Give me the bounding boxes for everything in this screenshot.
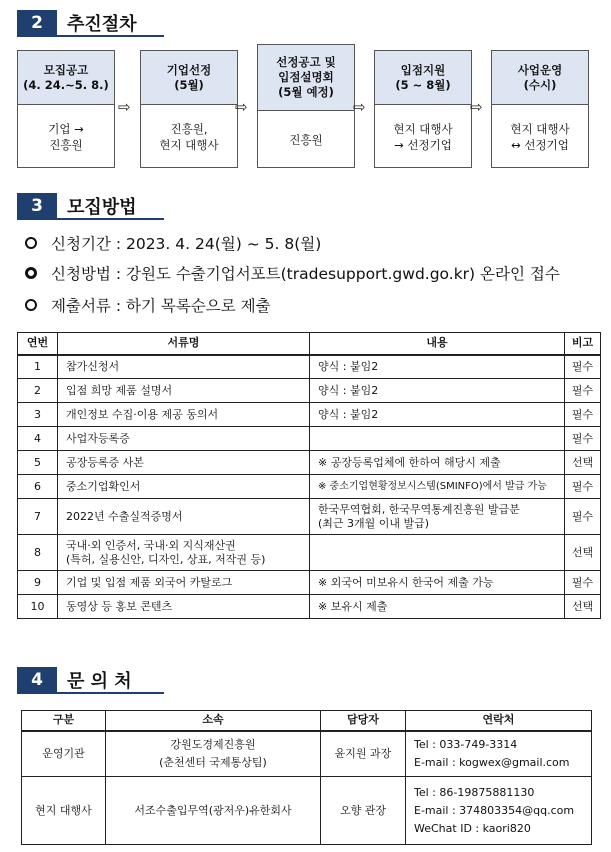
table-row (18, 427, 601, 451)
section-number: 3 (17, 193, 57, 219)
contact-table (21, 710, 592, 845)
process-step (140, 50, 238, 168)
process-step (374, 50, 472, 168)
section-header-2 (17, 10, 137, 36)
step-body-line: 진흥원, (170, 121, 208, 136)
cell-contact (406, 731, 592, 777)
cell-content: 양식 : 붙임2 (310, 403, 565, 427)
cell-content: ※ 공장등록업체에 한하여 해당시 제출 (310, 451, 565, 475)
step-body-line: 현지 대행사 (510, 121, 570, 136)
section-underline (17, 218, 164, 220)
section-header-4 (17, 667, 132, 693)
step-title-line: 입점지원 (400, 62, 446, 77)
arrow-right-icon: ⇨ (235, 98, 248, 116)
contact-line: Tel : 033-749-3314 (414, 737, 518, 751)
cell-name (58, 535, 310, 571)
cell-content: ※ 외국어 미보유시 한국어 제출 가능 (310, 571, 565, 595)
section-header-3 (17, 193, 137, 219)
cell-line: (최근 3개월 이내 발급) (318, 516, 430, 530)
step-body-line: 현지 대행사 (393, 121, 453, 136)
cell-no: 8 (18, 535, 58, 571)
cell-name: 공장등록증 사본 (58, 451, 310, 475)
cell-name: 사업자등록증 (58, 427, 310, 451)
arrow-right-icon: ⇨ (470, 98, 483, 116)
step-title-line: 사업운영 (517, 62, 563, 77)
arrow-right-icon: ⇨ (353, 98, 366, 116)
cell-note: 선택 (565, 451, 601, 475)
cell-line: 서조수출입무역(광저우)유한회사 (134, 803, 292, 817)
header-contact: 연락처 (406, 711, 592, 731)
cell-note: 필수 (565, 571, 601, 595)
step-body-line: 현지 대행사 (159, 137, 219, 152)
table-row (22, 777, 592, 845)
step-title (141, 51, 237, 105)
cell-name: 2022년 수출실적증명서 (58, 499, 310, 535)
step-title-line: 모집공고 (43, 62, 89, 77)
cell-content: 양식 : 붙임2 (310, 379, 565, 403)
table-row (18, 355, 601, 379)
cell-no: 2 (18, 379, 58, 403)
table-row (18, 571, 601, 595)
step-body (375, 105, 471, 168)
step-body-line: 진흥원 (49, 137, 83, 152)
cell-no: 7 (18, 499, 58, 535)
cell-name: 개인정보 수집·이용 제공 동의서 (58, 403, 310, 427)
table-row (18, 499, 601, 535)
step-body-line: ↔ 선정기업 (511, 137, 569, 152)
bullet-item (25, 232, 321, 254)
header-name: 서류명 (58, 333, 310, 355)
section-title: 모집방법 (67, 197, 137, 218)
section-title: 문 의 처 (67, 671, 132, 692)
cell-note: 필수 (565, 427, 601, 451)
cell-content (310, 499, 565, 535)
cell-line: 국내·외 인증서, 국내·외 지식재산권 (66, 538, 236, 552)
table-row (18, 475, 601, 499)
step-body (18, 105, 114, 168)
cell-no: 10 (18, 595, 58, 619)
cell-content (310, 535, 565, 571)
contact-line: E-mail : 374803354@qq.com (414, 803, 575, 817)
cell-note: 필수 (565, 499, 601, 535)
step-body (141, 105, 237, 168)
table-header-row (18, 333, 601, 355)
step-title-line: 입점설명회 (278, 70, 334, 84)
cell-org (106, 731, 321, 777)
cell-content: ※ 보유시 제출 (310, 595, 565, 619)
step-title-line: 선정공고 및 (276, 55, 336, 69)
table-row (18, 379, 601, 403)
cell-note: 선택 (565, 595, 601, 619)
circle-bullet-icon (25, 299, 37, 311)
cell-note: 필수 (565, 355, 601, 379)
cell-no: 5 (18, 451, 58, 475)
contact-line: Tel : 86-19875881130 (414, 785, 535, 799)
bullet-text: 신청기간 : 2023. 4. 24(월) ~ 5. 8(월) (51, 235, 322, 253)
step-body-line: → 선정기업 (394, 137, 452, 152)
step-title (258, 45, 354, 111)
cell-line: 한국무역협회, 한국무역통계진흥원 발급분 (318, 502, 520, 516)
step-title-line: (4. 24.~5. 8.) (23, 77, 109, 92)
section-number: 4 (17, 667, 57, 693)
cell-no: 1 (18, 355, 58, 379)
cell-name: 입점 희망 제품 설명서 (58, 379, 310, 403)
cell-note: 선택 (565, 535, 601, 571)
cell-line: (특허, 실용신안, 디자인, 상표, 저작권 등) (66, 552, 266, 566)
table-row (22, 731, 592, 777)
cell-type: 운영기관 (22, 731, 106, 777)
cell-content: ※ 중소기업현황정보시스템(SMINFO)에서 발급 가능 (310, 475, 565, 499)
cell-note: 필수 (565, 403, 601, 427)
header-no: 연번 (18, 333, 58, 355)
circle-bullet-icon (25, 237, 37, 249)
section-underline (17, 692, 164, 694)
cell-contact (406, 777, 592, 845)
cell-person: 오향 관장 (321, 777, 406, 845)
step-title (375, 51, 471, 105)
bullet-item (25, 262, 560, 284)
cell-content (310, 427, 565, 451)
step-title-line: (수시) (523, 77, 557, 92)
bullet-text: 제출서류 : 하기 목록순으로 제출 (51, 297, 271, 315)
table-row (18, 535, 601, 571)
bullet-text: 신청방법 : 강원도 수출기업서포트(tradesupport.gwd.go.kr) 온라인 접수 (51, 265, 560, 283)
cell-no: 3 (18, 403, 58, 427)
step-body (258, 111, 354, 168)
section-underline (17, 35, 164, 37)
cell-person: 윤지원 과장 (321, 731, 406, 777)
table-row (18, 403, 601, 427)
table-row (18, 595, 601, 619)
header-person: 담당자 (321, 711, 406, 731)
step-title-line: (5월) (174, 77, 204, 92)
bullet-item (25, 294, 271, 316)
header-type: 구분 (22, 711, 106, 731)
cell-note: 필수 (565, 475, 601, 499)
cell-org (106, 777, 321, 845)
step-title-line: 기업선정 (166, 62, 212, 77)
process-step (17, 50, 115, 168)
cell-note: 필수 (565, 379, 601, 403)
cell-no: 6 (18, 475, 58, 499)
step-title (492, 51, 588, 105)
cell-content: 양식 : 붙임2 (310, 355, 565, 379)
cell-type: 현지 대행사 (22, 777, 106, 845)
contact-line: WeChat ID : kaori820 (414, 821, 531, 835)
process-step (257, 44, 355, 168)
cell-name: 중소기업확인서 (58, 475, 310, 499)
step-body-line: 기업 → (48, 121, 84, 136)
step-body-line: 진흥원 (289, 132, 323, 147)
cell-name: 동영상 등 홍보 콘텐츠 (58, 595, 310, 619)
cell-no: 9 (18, 571, 58, 595)
table-header-row (22, 711, 592, 731)
cell-name: 참가신청서 (58, 355, 310, 379)
step-title-line: (5 ~ 8월) (395, 77, 451, 92)
header-org: 소속 (106, 711, 321, 731)
circle-bullet-icon (25, 267, 37, 279)
section-number: 2 (17, 10, 57, 36)
step-title (18, 51, 114, 105)
cell-line: (춘천센터 국제통상팀) (159, 755, 267, 769)
process-step (491, 50, 589, 168)
contact-line: E-mail : kogwex@gmail.com (414, 755, 570, 769)
document-table (17, 332, 601, 619)
cell-no: 4 (18, 427, 58, 451)
header-content: 내용 (310, 333, 565, 355)
arrow-right-icon: ⇨ (118, 98, 131, 116)
step-body (492, 105, 588, 168)
step-title-line: (5월 예정) (278, 85, 334, 99)
cell-name: 기업 및 입점 제품 외국어 카탈로그 (58, 571, 310, 595)
header-note: 비고 (565, 333, 601, 355)
section-title: 추진절차 (67, 14, 137, 35)
table-row (18, 451, 601, 475)
cell-line: 강원도경제진흥원 (170, 737, 256, 751)
